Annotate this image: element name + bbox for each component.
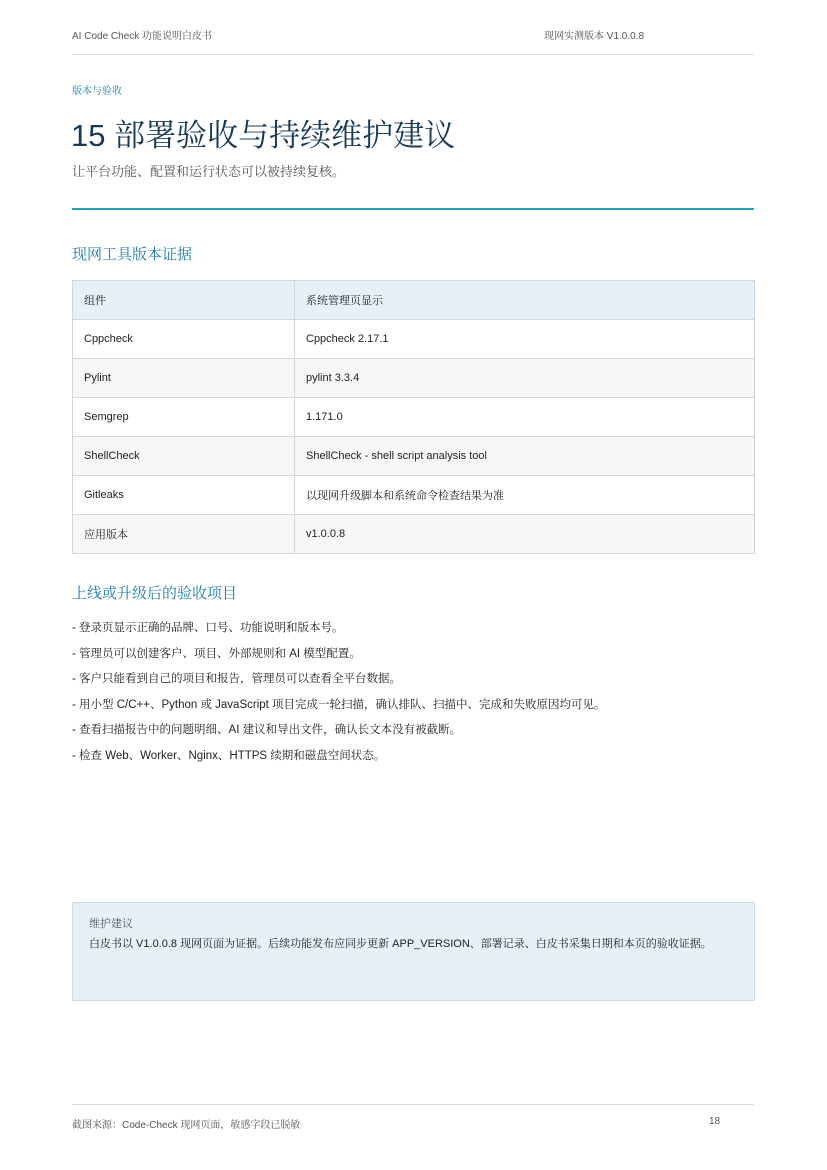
acceptance-list <box>72 619 606 773</box>
table-cell-component: Cppcheck <box>73 320 295 359</box>
header-version: 现网实测版本 V1.0.0.8 <box>544 31 645 42</box>
table-cell-version: ShellCheck - shell script analysis tool <box>295 437 755 476</box>
table-cell-component: 应用版本 <box>73 515 295 554</box>
version-evidence-heading: 现网工具版本证据 <box>72 246 193 263</box>
acceptance-heading: 上线或升级后的验收项目 <box>72 585 238 602</box>
list-item: - 客户只能看到自己的项目和报告，管理员可以查看全平台数据。 <box>72 673 402 686</box>
table-cell-version: v1.0.0.8 <box>295 515 755 554</box>
list-item: - 检查 Web、Worker、Nginx、HTTPS 续期和磁盘空间状态。 <box>72 749 386 762</box>
table-cell-component: Pylint <box>73 359 295 398</box>
table-cell-version: pylint 3.3.4 <box>295 359 755 398</box>
title-rule <box>72 208 754 210</box>
header-doc-title: AI Code Check 功能说明白皮书 <box>72 31 213 42</box>
table-cell-component: Semgrep <box>73 398 295 437</box>
table-row <box>73 476 755 515</box>
page-number: 18 <box>709 1116 721 1127</box>
table-cell-component: Gitleaks <box>73 476 295 515</box>
table-row <box>73 515 755 554</box>
column-header-component: 组件 <box>73 281 295 320</box>
footer-source: 截图来源：Code-Check 现网页面，敏感字段已脱敏 <box>72 1120 301 1131</box>
list-item: - 用小型 C/C++、Python 或 JavaScript 项目完成一轮扫描，确认排队、扫描中、完成和失败原因均可见。 <box>72 698 606 711</box>
table-row <box>73 359 755 398</box>
table-header-row <box>73 281 755 320</box>
note-body: 白皮书以 V1.0.0.8 现网页面为证据。后续功能发布应同步更新 APP_VERSION、部署记录、白皮书采集日期和本页的验收证据。 <box>89 938 712 950</box>
table-cell-component: ShellCheck <box>73 437 295 476</box>
table-cell-version: 1.171.0 <box>295 398 755 437</box>
page-title: 15 部署验收与持续维护建议 <box>71 118 456 153</box>
table-row <box>73 320 755 359</box>
list-item: - 登录页显示正确的品牌、口号、功能说明和版本号。 <box>72 622 344 634</box>
table-row <box>73 437 755 476</box>
section-label: 版本与验收 <box>72 86 122 97</box>
page-subtitle: 让平台功能、配置和运行状态可以被持续复核。 <box>72 164 346 179</box>
list-item: - 查看扫描报告中的问题明细、AI 建议和导出文件，确认长文本没有被截断。 <box>72 724 462 737</box>
table-cell-version: 以现网升级脚本和系统命令检查结果为准 <box>295 476 755 515</box>
maintenance-note-box <box>72 902 755 1001</box>
header-divider <box>72 54 754 55</box>
footer-divider <box>72 1104 754 1105</box>
note-title: 维护建议 <box>89 918 133 930</box>
list-item: - 管理员可以创建客户、项目、外部规则和 AI 模型配置。 <box>72 647 361 660</box>
column-header-display: 系统管理页显示 <box>295 281 755 320</box>
table-row <box>73 398 755 437</box>
version-table <box>72 280 755 554</box>
table-cell-version: Cppcheck 2.17.1 <box>295 320 755 359</box>
